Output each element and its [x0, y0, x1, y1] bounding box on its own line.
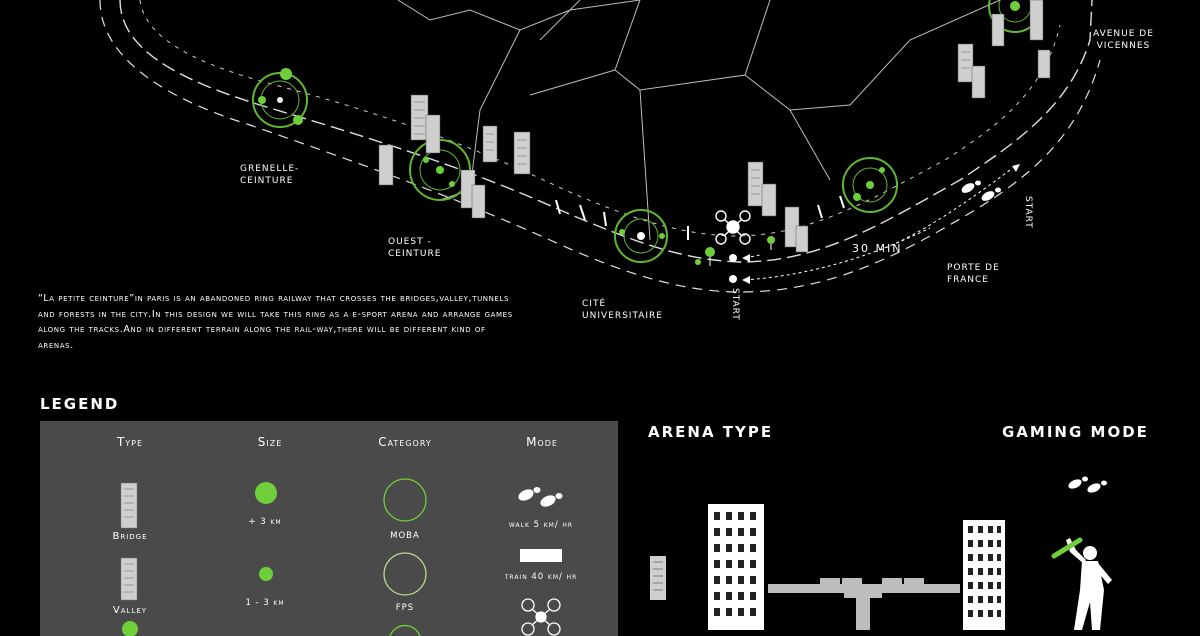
start-label-bottom: START — [730, 288, 740, 321]
station-avenue-de-vicennes: AVENUE DE VICENNES — [1093, 29, 1154, 51]
legend-header-mode: Mode — [526, 435, 558, 449]
legend-header-category: Category — [378, 435, 432, 449]
legend-panel — [40, 421, 618, 636]
player-silhouette — [1066, 538, 1112, 630]
travel-time-label: 30 MIN — [852, 242, 903, 255]
legend-size-large: + 3 km — [248, 517, 282, 527]
category-moba-ring — [384, 479, 426, 521]
category-fps-ring — [384, 553, 426, 595]
start-label-right: START — [1023, 196, 1033, 229]
size-large-dot — [255, 482, 277, 504]
station-porte-de-france: PORTE DE FRANCE — [947, 263, 1000, 285]
building-icon-bridge — [121, 483, 137, 528]
arena-type-title: ARENA TYPE — [648, 423, 774, 441]
legend-header-type: Type — [116, 435, 144, 449]
arena-grenelle — [253, 68, 307, 127]
legend-mode-walk: walk 5 km/ hr — [508, 520, 574, 530]
legend-category-moba: MOBA — [390, 531, 420, 541]
station-grenelle-ceinture: GRENELLE- CEINTURE — [240, 164, 300, 186]
arena-markers — [253, 0, 1041, 262]
legend-type-valley: Valley — [112, 605, 148, 616]
legend-header-size: Size — [257, 435, 283, 449]
station-ouest-ceinture: OUEST - CEINTURE — [388, 237, 442, 259]
project-description: “La petite ceinture”in paris is an abandoned ring railway that crosses the bridges,valley,tunnels and forests in the city.In this design we will take this ring as a e-sport arena and arrange games along the tracks.And in different terrain along the rail-way,there will be different kind of arenas. — [38, 293, 513, 351]
gaming-mode-title: GAMING MODE — [1002, 423, 1149, 441]
city-streets — [398, 0, 1000, 240]
drone-icon — [716, 211, 750, 244]
train-mode-icon — [520, 549, 562, 562]
legend-mode-train: train 40 km/ hr — [504, 572, 578, 582]
building-icon-valley — [121, 558, 137, 600]
buildings — [379, 0, 1050, 252]
gaming-footsteps-icon — [1067, 477, 1107, 495]
ring-track — [100, 0, 1100, 292]
station-cite-universitaire: CITÉ UNIVERSITAIRE — [582, 299, 663, 321]
size-medium-dot — [259, 567, 273, 581]
legend-category-fps: FPS — [395, 603, 415, 613]
walk-mode-icon — [517, 487, 563, 509]
small-building-icon — [650, 556, 666, 600]
tower-right — [963, 520, 1005, 630]
tower-left — [708, 504, 764, 630]
arena-porte — [843, 158, 897, 212]
tree-icon-legend — [122, 621, 138, 636]
arena-illustration — [620, 380, 1200, 630]
bridge-deck — [768, 578, 960, 630]
legend-size-medium: 1 - 3 km — [245, 598, 285, 608]
legend-type-bridge: Bridge — [112, 531, 148, 542]
legend-title: LEGEND — [40, 395, 120, 413]
building-windows — [414, 52, 970, 194]
